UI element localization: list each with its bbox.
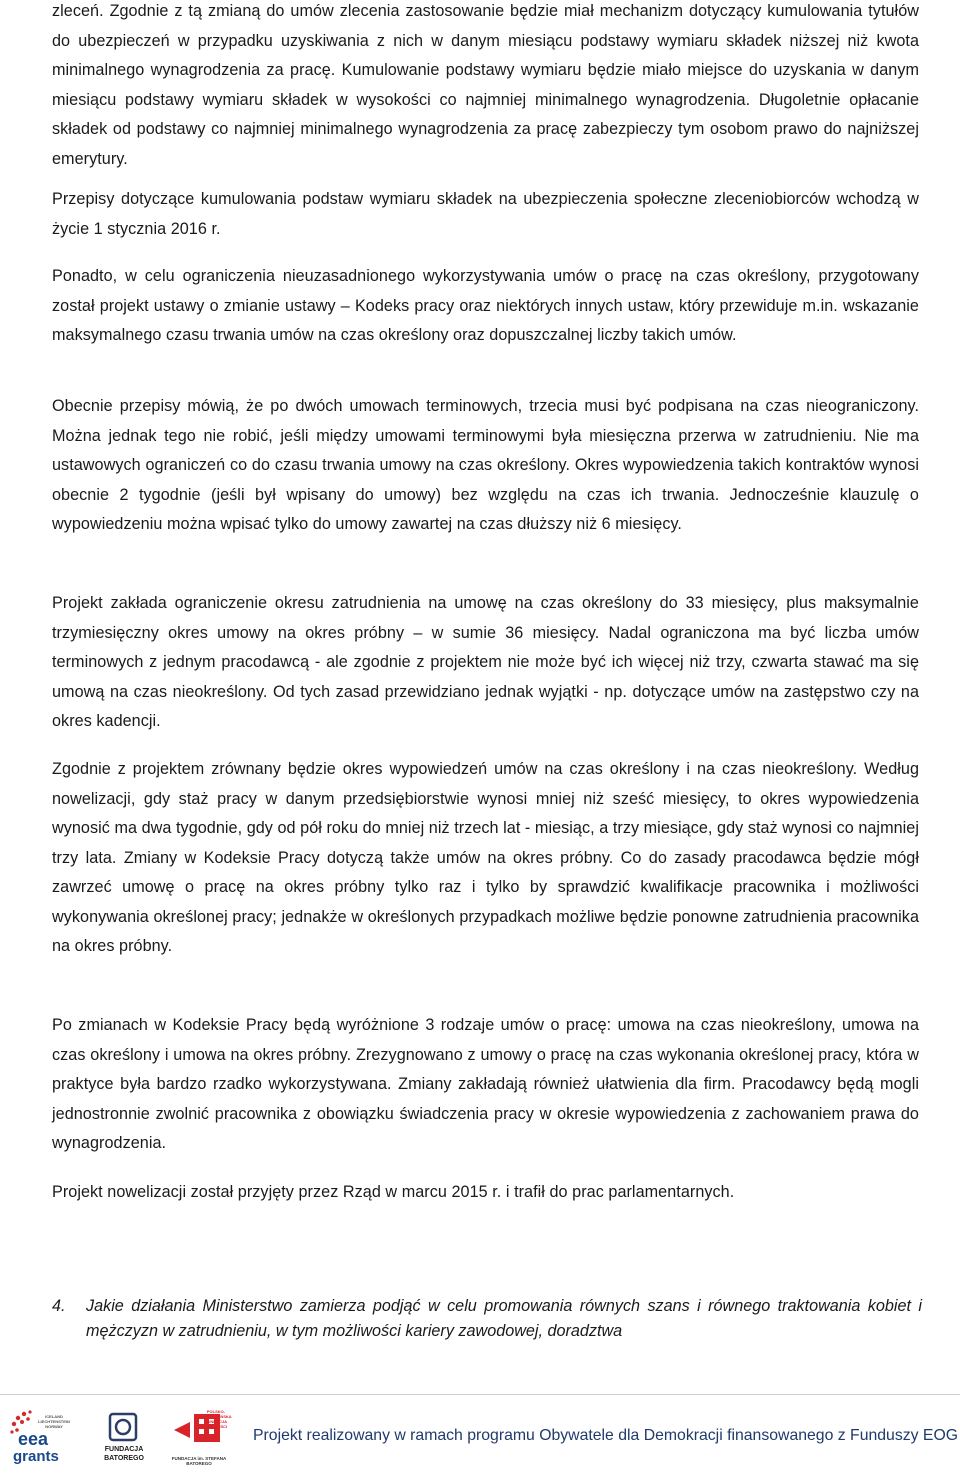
eea-countries: ICELAND LIECHTENSTEIN NORWAY <box>38 1414 70 1429</box>
question-number: 4. <box>52 1297 66 1315</box>
paragraph: zleceń. Zgodnie z tą zmianą do umów zlecenia zastosowanie będzie miał mechanizm dotyczący kumulowania tytułów do ubezpieczeń w przypadku uzyskiwania z nich w danym miesiącu podstawy wymiaru składek niższej niż kwota minimalnego wynagrodzenia za pracę. Kumulowanie podstawy wymiaru będzie miało miejsce do uzyskania w danym miesiącu podstawy wymiaru składek w wysokości co najmniej minimalnego wynagrodzenia. Długoletnie opłacanie składek od podstawy co najmniej minimalnego wynagrodzenia za pracę zabezpieczy tym osobom prawo do najniższej emerytury. <box>52 2 919 168</box>
paragraph: Projekt nowelizacji został przyjęty przez Rząd w marcu 2015 r. i trafił do prac parlamentarnych. <box>52 1183 735 1201</box>
paragraph: Po zmianach w Kodeksie Pracy będą wyróżnione 3 rodzaje umów o pracę: umowa na czas nieokreślony, umowa na czas określony i umowa na okres próbny. Zrezygnowano z umowy o pracę na czas wykonania określonej pracy, która w praktyce była bardzo rzadko wykorzystywana. Zmiany zakładają również ułatwienia dla firm. Pracodawcy będą mogli jednostronnie zwolnić pracownika z obowiązku świadczenia pracy w okresie wypowiedzenia z zachowaniem prawa do wynagrodzenia. <box>52 1016 919 1152</box>
batory-emblem-icon <box>100 1412 148 1446</box>
pafw-line: FUNDACJA im. STEFANA BATOREGO <box>171 1456 227 1466</box>
question-item <box>52 1294 922 1344</box>
paragraph: Ponadto, w celu ograniczenia nieuzasadnionego wykorzystywania umów o pracę na czas określony, przygotowany został projekt ustawy o zmianie ustawy – Kodeks pracy oraz niektórych innych ustaw, który przewiduje m.in. wskazanie maksymalnego czasu trwania umów na czas określony oraz dopuszczalnej liczby takich umów. <box>52 267 919 344</box>
batory-line1: FUNDACJA <box>104 1446 144 1453</box>
footer-project-text: Projekt realizowany w ramach programu Obywatele dla Demokracji finansowanego z Funduszy EOG <box>253 1427 959 1444</box>
paragraph: Obecnie przepisy mówią, że po dwóch umowach terminowych, trzecia musi być podpisana na czas nieograniczony. Można jednak tego nie robić, jeśli między umowami terminowymi była miesięczna przerwa w zatrudnieniu. Nie ma ustawowych ograniczeń co do czasu trwania umowy na czas określony. Okres wypowiedzenia takich kontraktów wynosi obecnie 2 tygodnie (jeśli był wpisany do umowy) bez względu na czas ich trwania. Jednocześnie klauzulę o wypowiedzeniu można wpisać tylko do umowy zawartej na czas dłuższy niż 6 miesięcy. <box>52 397 919 533</box>
batory-line2: BATOREGO <box>104 1455 144 1462</box>
eea-line1: eea <box>18 1429 49 1449</box>
paragraph: Projekt zakłada ograniczenie okresu zatrudnienia na umowę na czas określony do 33 miesięcy, plus maksymalnie trzymiesięczny okres umowy na okres próbny – w sumie 36 miesięcy. Nadal ograniczona ma być liczba umów terminowych z jednym pracodawcą - ale zgodnie z projektem nie może być ich więcej niż trzy, czwarta stawać ma się umową na czas nieokreślony. Od tych zasad przewidziano jednak wyjątki - np. dotyczące umów na zastępstwo czy na okres kadencji. <box>52 594 919 730</box>
question-text: Jakie działania Ministerstwo zamierza podjąć w celu promowania równych szans i równego traktowania kobiet i mężczyzn w zatrudnieniu, w tym możliwości kariery zawodowej, doradztwa <box>86 1297 922 1340</box>
pafw-small: POLSKO-AMERYKAŃSKA FUNDACJA WOLNOŚCI <box>200 1409 232 1429</box>
paragraph: Zgodnie z projektem zrównany będzie okres wypowiedzeń umów na czas określony i na czas nieokreślony. Według nowelizacji, gdy staż pracy w danym przedsiębiorstwie wynosi mniej niż sześć miesięcy, to okres wypowiedzenia wynosić ma dwa tygodnie, gdy od pół roku do mniej niż trzech lat - miesiąc, a trzy miesiące, gdy staż wynosi co najmniej trzy lata. Zmiany w Kodeksie Pracy dotyczą także umów na okres próbny. Co do zasady pracodawca będzie mógł zawrzeć umowę o pracę na okres próbny tylko raz i tylko by sprawdzić kwalifikacje pracownika i możliwości wykonywania określonej pracy; jednakże w określonych przypadkach możliwe będzie ponowne zatrudnienia pracownika na okres próbny. <box>52 760 920 955</box>
eea-line2: grants <box>13 1448 59 1464</box>
footer-divider <box>0 1394 960 1395</box>
paragraph: Przepisy dotyczące kumulowania podstaw wymiaru składek na ubezpieczenia społeczne zleceniobiorców wchodzą w życie 1 stycznia 2016 r. <box>52 190 919 238</box>
